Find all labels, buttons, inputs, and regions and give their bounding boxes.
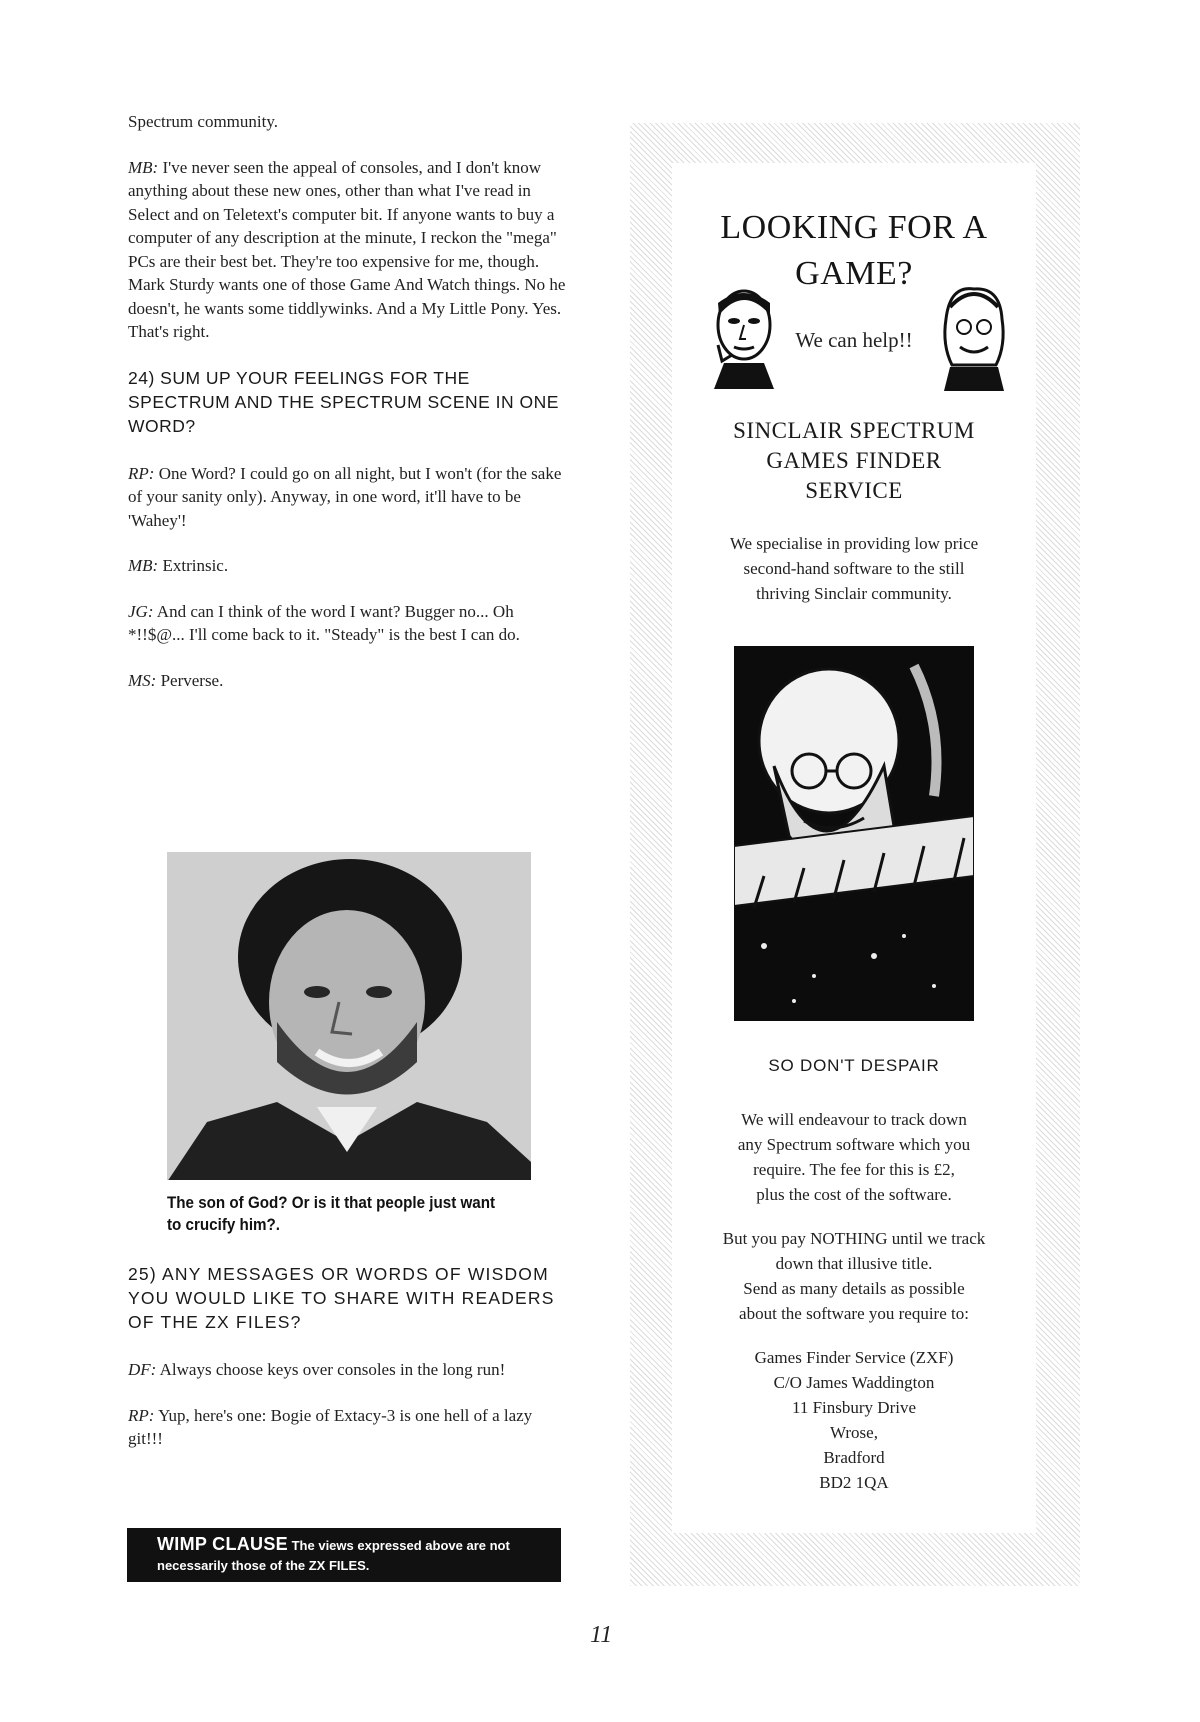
advert-pay-paragraph — [672, 1226, 1036, 1326]
answer-mb — [128, 156, 568, 344]
answer-mb-2-text: Extrinsic. — [162, 556, 229, 575]
advert-title — [672, 205, 1036, 297]
interview-column — [128, 110, 568, 714]
advert-track-line-1: We will endeavour to track down — [741, 1110, 967, 1129]
speaker-ms: MS: — [128, 670, 157, 690]
page-number: 11 — [590, 1622, 613, 1648]
answer-mb-2 — [128, 554, 568, 578]
address-line: Bradford — [823, 1448, 885, 1467]
wimp-clause-line-1: The views expressed above are not — [291, 1538, 510, 1553]
advert-despair-heading: SO DON'T DESPAIR — [768, 1056, 940, 1075]
answer-ms — [128, 669, 568, 693]
advert-track-line-4: plus the cost of the software. — [756, 1185, 952, 1204]
speaker-df: DF: — [128, 1360, 157, 1379]
wimp-clause-box — [127, 1528, 561, 1582]
advert-service-name — [672, 416, 1036, 506]
advert-intro-line-1: We specialise in providing low price — [729, 534, 979, 553]
answer-df — [128, 1358, 568, 1382]
advert-pay-line-4: about the software you require to: — [739, 1304, 969, 1323]
speaker-jg: JG: — [128, 601, 154, 621]
advert-intro-line-3: thriving Sinclair community. — [756, 584, 952, 603]
advert-service-line-2: GAMES FINDER — [766, 448, 942, 473]
address-line: BD2 1QA — [819, 1473, 889, 1492]
speaker-rp: RP: — [128, 463, 155, 483]
advert-track-paragraph — [672, 1107, 1036, 1207]
speaker-rp: RP: — [128, 1405, 155, 1425]
advert-pay-line-2: down that illusive title. — [775, 1254, 933, 1273]
advert-track-line-3: require. The fee for this is £2, — [753, 1160, 955, 1179]
answer-jg-text: And can I think of the word I want? Bugger no... Oh *!!$@... I'll come back to it. "Steady" is the best I can do. — [128, 601, 520, 644]
caricature-illustration — [734, 646, 974, 1021]
advert-title-line-1: LOOKING FOR A — [720, 209, 988, 246]
wimp-clause-line-2: necessarily those of the ZX FILES. — [157, 1558, 370, 1573]
speaker-mb: MB: — [128, 157, 159, 177]
speaker-mb: MB: — [128, 556, 159, 575]
advert-pay-line-3: Send as many details as possible — [743, 1279, 965, 1298]
advert-intro-line-2: second-hand software to the still — [743, 559, 965, 578]
advert-intro — [672, 531, 1036, 606]
answer-mb-text: I've never seen the appeal of consoles, and I don't know anything about these new ones, other than what I've read in Select and on Teletext's computer bit. If anyone wants to buy a computer of any description at the minute, I reckon the "mega" PCs are their best bet. They're too expensive for me, though. Mark Sturdy wants one of those Game And Watch things. No he doesn't, he wants some tiddlywinks. And a My Little Pony. Yes. That's right. — [128, 157, 566, 341]
advert-title-line-2: GAME? — [795, 255, 913, 292]
address-line: Games Finder Service (ZXF) — [754, 1348, 954, 1367]
advert-address — [672, 1345, 1036, 1495]
answer-ms-text: Perverse. — [160, 670, 224, 690]
question-25: 25) ANY MESSAGES OR WORDS OF WISDOM YOU WOULD LIKE TO SHARE WITH READERS OF THE ZX FILES? — [128, 1264, 555, 1332]
portrait-illustration — [167, 852, 531, 1180]
advert-pay-line-1: But you pay NOTHING until we track — [722, 1229, 986, 1248]
advert-service-line-3: SERVICE — [805, 478, 903, 503]
answer-df-text: Always choose keys over consoles in the long run! — [159, 1360, 506, 1379]
answer-rp-2-text: Yup, here's one: Bogie of Extacy-3 is one hell of a lazy git!!! — [128, 1405, 533, 1448]
answer-rp-1-text: One Word? I could go on all night, but I won't (for the sake of your sanity only). Anyway, in one word, it'll have to be 'Wahey'! — [128, 463, 562, 530]
portrait-photo — [167, 852, 531, 1180]
advert-service-line-1: SINCLAIR SPECTRUM — [733, 418, 975, 443]
games-finder-advert — [672, 163, 1036, 1533]
address-line: C/O James Waddington — [773, 1373, 935, 1392]
address-line: Wrose, — [830, 1423, 878, 1442]
answer-rp-2 — [128, 1404, 568, 1451]
question-24: 24) SUM UP YOUR FEELINGS FOR THE SPECTRUM AND THE SPECTRUM SCENE IN ONE WORD? — [128, 367, 559, 436]
advert-track-line-2: any Spectrum software which you — [737, 1135, 971, 1154]
wimp-clause-heading: WIMP CLAUSE — [157, 1534, 288, 1554]
advert-artwork — [734, 646, 974, 1021]
intro-end: Spectrum community. — [128, 112, 278, 131]
interview-column-lower — [128, 1262, 568, 1473]
address-line: 11 Finsbury Drive — [791, 1398, 917, 1417]
answer-jg — [128, 600, 568, 647]
photo-caption: The son of God? Or is it that people just want to crucify him?. — [167, 1194, 496, 1234]
face-right-icon — [940, 285, 1008, 395]
answer-rp-1 — [128, 462, 568, 533]
advert-help-text: We can help!! — [795, 328, 913, 352]
